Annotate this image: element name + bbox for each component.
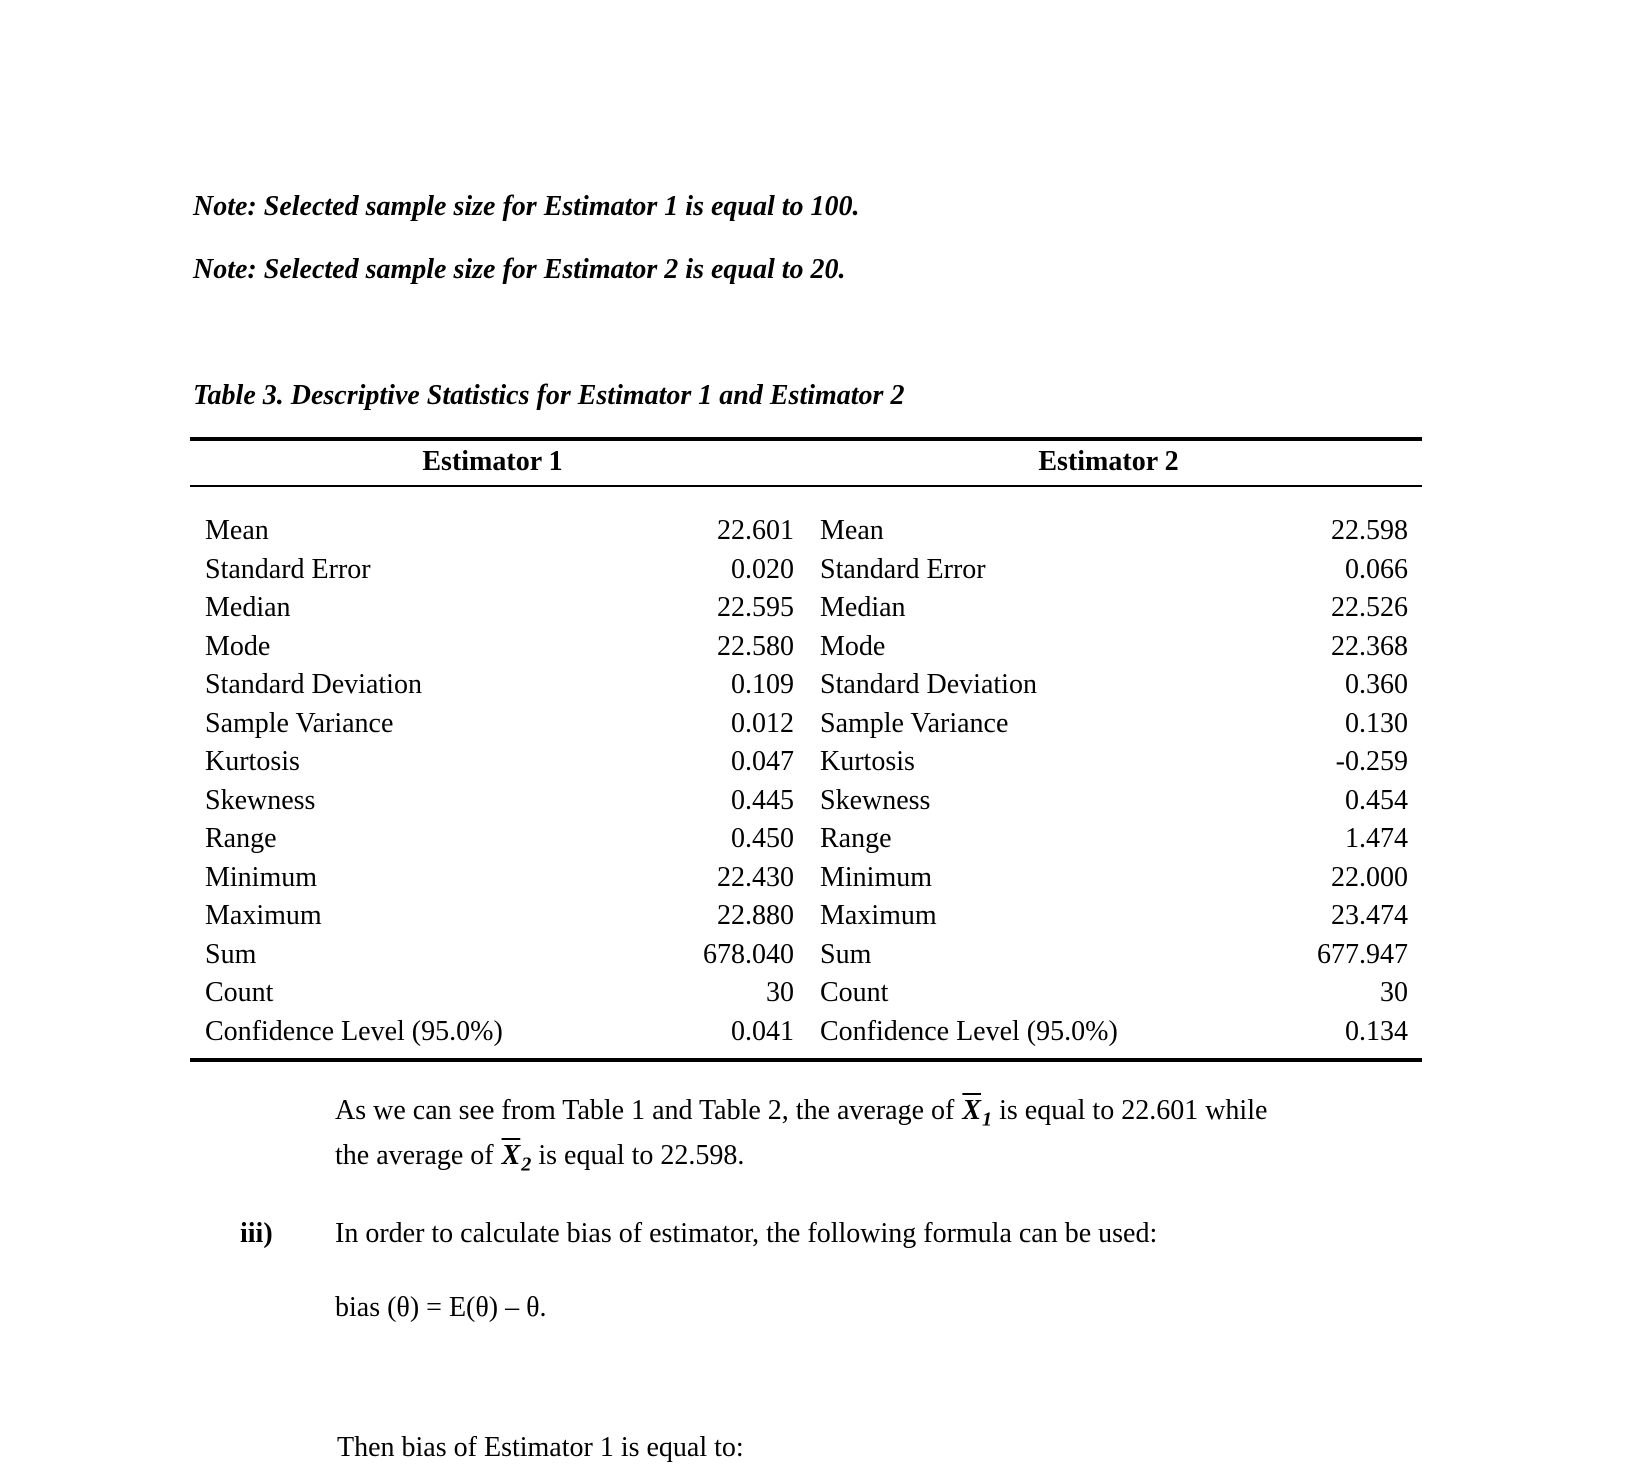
stat-label: Standard Deviation [820,669,1037,700]
stat-label: Count [820,977,889,1008]
stat-value: 0.020 [731,553,794,585]
xbar1-subscript: 1 [982,1108,993,1131]
stat-label: Minimum [205,861,318,893]
closing-sentence: Then bias of Estimator 1 is equal to: [337,1432,744,1463]
table-row [190,705,1422,744]
list-marker-iii: iii) [240,1218,273,1249]
stat-value: 677.947 [1317,938,1408,970]
table-row [190,936,1422,975]
stat-label: Confidence Level (95.0%) [205,1015,503,1047]
stat-value: 22.598 [1331,515,1408,546]
stat-label: Mode [820,630,886,662]
stat-label: Sample Variance [205,707,394,739]
stat-value: 22.000 [1331,861,1408,893]
xbar2-subscript: 2 [521,1153,532,1176]
paragraph-text: is equal to 22.601 while [992,1095,1268,1126]
xbar1-base: $\overline{X}$ [962,1095,982,1126]
note-estimator-1: Note: Selected sample size for Estimator 1 is equal to 100. [193,191,860,222]
stat-label: Maximum [205,900,322,931]
list-item-iii [240,1218,1157,1250]
stat-label: Median [820,592,906,623]
stat-value: 0.454 [1345,784,1408,816]
paragraph-text: is equal to 22.598. [531,1140,745,1171]
table-row [190,782,1422,821]
stat-label: Kurtosis [205,746,300,777]
stat-value: 22.595 [717,592,794,623]
stat-label: Standard Error [205,553,371,585]
stat-value: 0.450 [731,823,794,854]
stat-value: 22.430 [717,861,794,893]
table-row [190,897,1422,936]
table-row [190,666,1422,705]
stat-value: 0.130 [1345,707,1408,739]
stat-value: -0.259 [1335,746,1408,777]
stat-label: Standard Deviation [205,669,422,700]
stat-value: 30 [766,977,794,1008]
stat-label: Mean [820,515,884,546]
note-estimator-2: Note: Selected sample size for Estimator 2 is equal to 20. [193,254,846,285]
stat-value: 0.041 [731,1015,794,1047]
stat-value: 22.880 [717,900,794,931]
table-row [190,589,1422,628]
table-row [190,820,1422,859]
paragraph-text: As we can see from Table 1 and Table 2, the average of [335,1095,962,1126]
stat-value: 0.445 [731,784,794,816]
table-row [190,486,1422,551]
table-header-row [190,439,1422,486]
stat-label: Sum [205,938,257,970]
table-row [190,551,1422,590]
stat-value: 30 [1380,977,1408,1008]
stat-value: 22.526 [1331,592,1408,623]
stat-label: Skewness [205,784,316,816]
stat-value: 678.040 [703,938,794,970]
analysis-paragraph [335,1088,1455,1178]
table-row [190,743,1422,782]
stat-label: Skewness [820,784,931,816]
stat-value: 0.066 [1345,553,1408,585]
stats-table-body [190,486,1422,1060]
table-row [190,1013,1422,1061]
bias-formula: bias (θ) = E(θ) – θ. [335,1292,547,1323]
stat-label: Range [820,823,892,854]
stat-value: 0.134 [1345,1015,1408,1047]
stat-label: Maximum [820,900,937,931]
stat-value: 1.474 [1345,823,1408,854]
descriptive-statistics-table [190,437,1422,1062]
stat-label: Kurtosis [820,746,915,777]
column-header-estimator-2: Estimator 2 [795,439,1422,486]
table-row [190,859,1422,898]
list-item-text: In order to calculate bias of estimator, the following formula can be used: [335,1218,1158,1249]
stat-label: Confidence Level (95.0%) [820,1015,1118,1047]
column-header-estimator-1: Estimator 1 [190,439,795,486]
stat-value: 22.580 [717,630,794,662]
xbar1-symbol [961,1095,993,1131]
stat-label: Mean [205,515,269,546]
stat-label: Count [205,977,274,1008]
stat-label: Median [205,592,291,623]
stat-label: Sum [820,938,872,970]
xbar2-base: $\overline{X}$ [501,1140,521,1171]
paragraph-text: the average of [335,1140,501,1171]
table-row [190,974,1422,1013]
stat-value: 23.474 [1331,900,1408,931]
stat-label: Standard Error [820,553,986,585]
stat-value: 0.012 [731,707,794,739]
stat-label: Minimum [820,861,933,893]
stat-value: 0.360 [1345,669,1408,700]
xbar2-symbol [501,1140,532,1176]
stat-value: 22.368 [1331,630,1408,662]
stat-value: 22.601 [717,515,794,546]
stat-label: Mode [205,630,271,662]
stat-label: Range [205,823,277,854]
table-title: Table 3. Descriptive Statistics for Estimator 1 and Estimator 2 [193,380,905,411]
stat-label: Sample Variance [820,707,1009,739]
stat-value: 0.047 [731,746,794,777]
stat-value: 0.109 [731,669,794,700]
table-row [190,628,1422,667]
